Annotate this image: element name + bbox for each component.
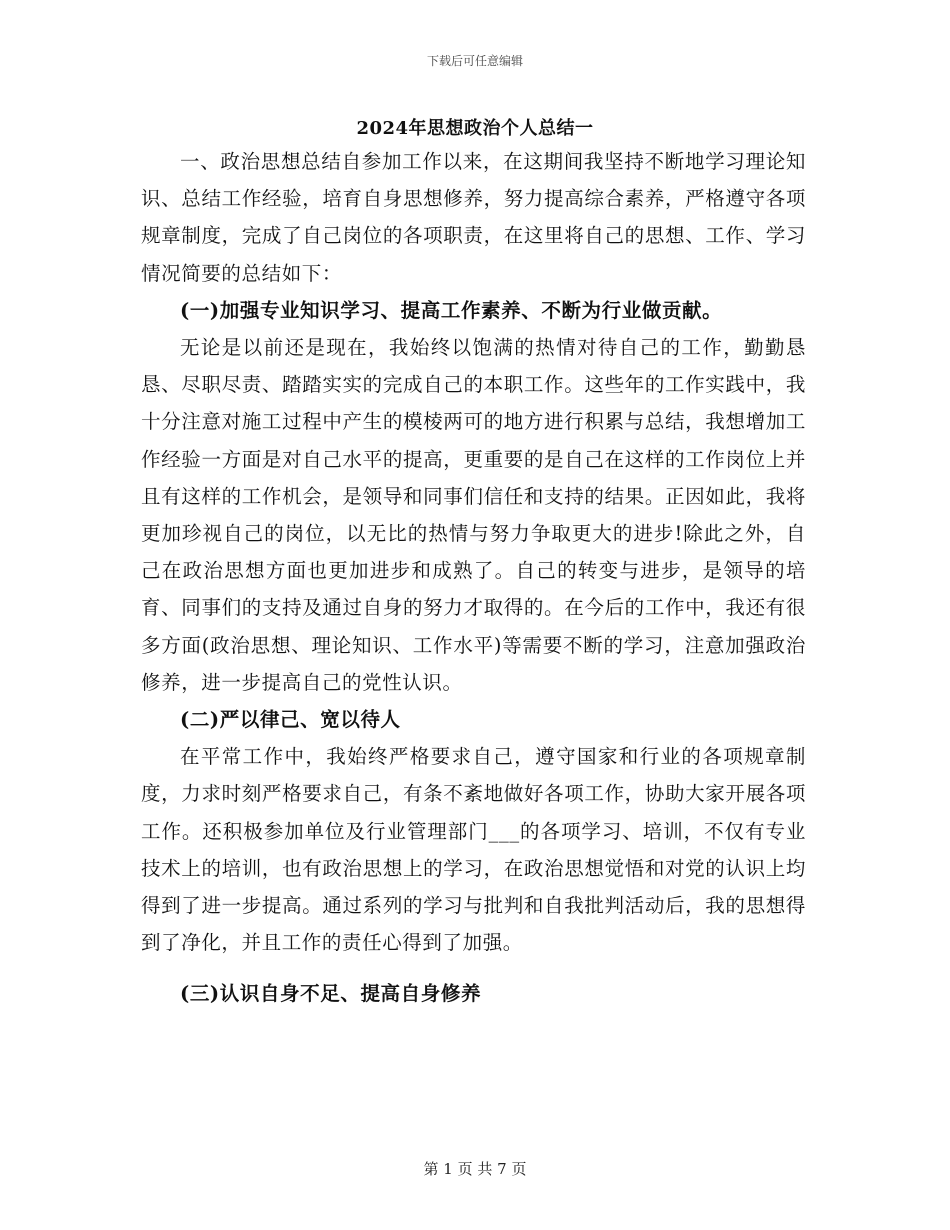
section-1-paragraph: 无论是以前还是现在，我始终以饱满的热情对待自己的工作，勤勤恳恳、尽职尽责、踏踏实实的完成自己的本职工作。这些年的工作实践中，我十分注意对施工过程中产生的模棱两可的地方进行积累与总结，我想增加工作经验一方面是对自己水平的提高，更重要的是自己在这样的工作岗位上并且有这样的工作机会，是领导和同事们信任和支持的结果。正因如此，我将更加珍视自己的岗位，以无比的热情与努力争取更大的进步!除此之外，自己在政治思想方面也更加进步和成熟了。自己的转变与进步，是领导的培育、同事们的支持及通过自身的努力才取得的。在今后的工作中，我还有很多方面(政治思想、理论知识、工作水平)等需要不断的学习，注意加强政治修养，进一步提高自己的党性认识。 xyxy=(141,336,806,694)
intro-paragraph: 一、政治思想总结自参加工作以来，在这期间我坚持不断地学习理论知识、总结工作经验，培育自身思想修养，努力提高综合素养，严格遵守各项规章制度，完成了自己岗位的各项职责，在这里将自己的思想、工作、学习情况简要的总结如下： xyxy=(141,150,806,285)
page-number: 第 1 页 共 7 页 xyxy=(423,1160,527,1178)
document-body xyxy=(141,143,806,1013)
page-header-note: 下载后可任意编辑 xyxy=(426,54,523,68)
section-heading-3: (三)认识自身不足、提高自身修养 xyxy=(180,982,482,1006)
section-heading-1: (一)加强专业知识学习、提高工作素养、不断为行业做贡献。 xyxy=(180,298,723,322)
section-2-paragraph: 在平常工作中，我始终严格要求自己，遵守国家和行业的各项规章制度，力求时刻严格要求自己，有条不紊地做好各项工作，协助大家开展各项工作。还积极参加单位及行业管理部门___的各项学习、培训，不仅有专业技术上的培训，也有政治思想上的学习，在政治思想觉悟和对党的认识上均得到了进一步提高。通过系列的学习与批判和自我批判活动后，我的思想得到了净化，并且工作的责任心得到了加强。 xyxy=(141,745,806,955)
section-heading-2: (二)严以律己、宽以待人 xyxy=(180,708,401,732)
document-title: 2024年思想政治个人总结一 xyxy=(356,118,594,139)
